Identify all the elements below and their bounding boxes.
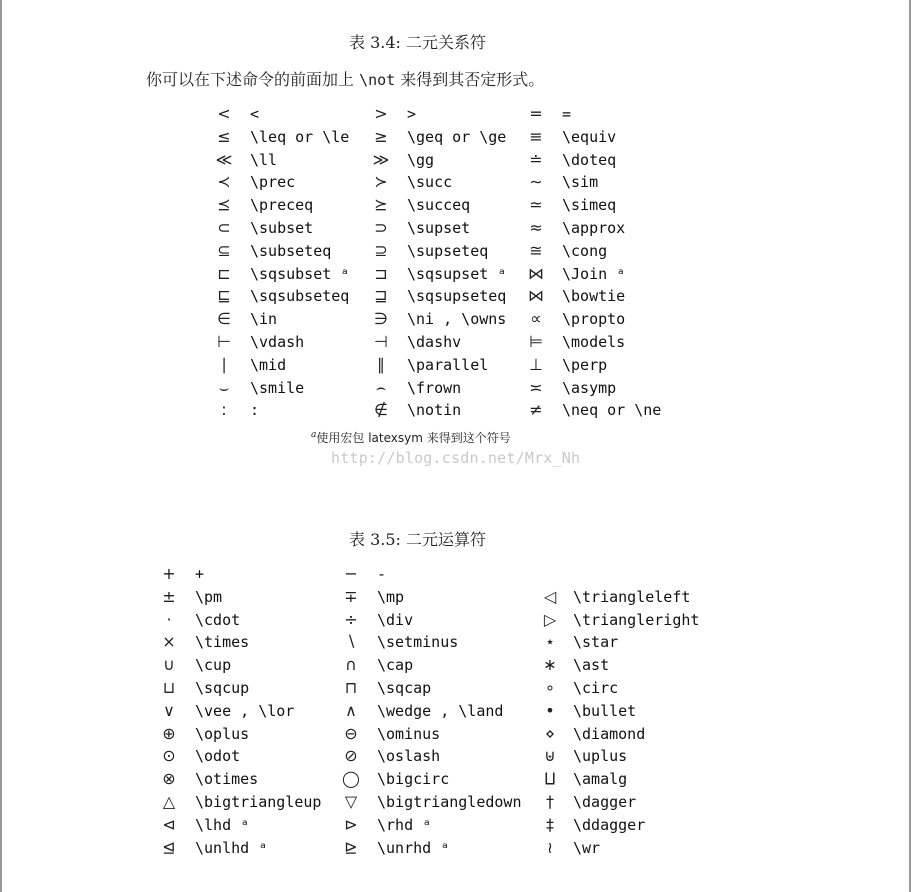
symbol-glyph: ⌢ [375, 377, 387, 397]
latex-command: \circ [573, 678, 619, 697]
symbol-glyph: ⊂ [217, 217, 231, 237]
latex-command: \setminus [377, 633, 459, 652]
latex-command: \propto [562, 310, 626, 329]
latex-command: \preceq [250, 196, 314, 215]
symbol-glyph: ∖ [345, 632, 357, 652]
intro-not-command: \not [359, 71, 396, 89]
latex-command: \subseteq [250, 241, 332, 260]
symbol-glyph: ∘ [544, 677, 555, 697]
table-3-5-caption: 表 3.5: 二元运算符 [349, 530, 487, 549]
latex-command: \div [377, 610, 414, 629]
latex-command: \cdot [195, 610, 241, 629]
intro-paragraph [146, 67, 544, 90]
latex-command: \leq or \le [250, 127, 350, 146]
latex-command: \dashv [407, 332, 462, 351]
latex-command: \times [195, 633, 250, 652]
symbol-glyph: ± [162, 586, 176, 606]
latex-command: \supseteq [407, 241, 489, 260]
symbol-glyph: ∩ [345, 655, 357, 675]
symbol-glyph: ⋆ [544, 632, 555, 652]
symbol-glyph: ▽ [344, 791, 358, 811]
symbol-glyph: △ [162, 791, 176, 811]
latex-command: \star [573, 633, 619, 652]
symbol-glyph: ≠ [529, 400, 543, 420]
symbol-glyph: = [529, 104, 543, 123]
latex-command: \unrhd ᵃ [377, 838, 450, 857]
latex-command: \sqcap [377, 678, 432, 697]
symbol-glyph: ∥ [377, 354, 385, 374]
symbol-glyph: ∝ [530, 309, 542, 329]
latex-command: : [250, 401, 260, 420]
latex-command: \bigcirc [377, 770, 450, 789]
symbol-glyph: ▷ [543, 609, 557, 629]
latex-command: \dagger [573, 792, 637, 811]
symbol-glyph: ⊑ [217, 286, 231, 306]
symbol-glyph: ⊣ [374, 331, 388, 351]
symbol-glyph: ⊵ [344, 837, 358, 857]
latex-command: \notin [407, 401, 462, 420]
symbol-glyph: ⋈ [528, 263, 544, 283]
intro-text-before: 你可以在下述命令的前面加上 [146, 70, 360, 89]
latex-command: \succ [407, 173, 453, 192]
latex-command: \approx [562, 218, 626, 237]
latex-command: \ominus [377, 724, 441, 743]
symbol-glyph: > [374, 104, 388, 123]
symbol-glyph: ≻ [374, 172, 388, 192]
symbol-glyph: ⊆ [217, 240, 231, 260]
symbol-glyph: ⊥ [529, 354, 543, 374]
symbol-glyph: · [166, 609, 172, 629]
symbol-glyph: ⊖ [344, 723, 358, 743]
symbol-glyph: ⊗ [162, 769, 176, 789]
latex-command: \gg [407, 150, 435, 169]
symbol-glyph: ⊔ [162, 677, 176, 697]
latex-command: \sqsubseteq [250, 287, 350, 306]
latex-command: \doteq [562, 150, 617, 169]
symbol-glyph: ∈ [217, 309, 231, 329]
latex-command: \sim [562, 173, 599, 192]
latex-command: \wr [573, 838, 601, 857]
latex-command: + [195, 565, 205, 583]
latex-command: \ni , \owns [407, 310, 507, 329]
symbol-glyph: ⊎ [544, 746, 556, 766]
symbol-glyph: ⊃ [374, 217, 388, 237]
latex-command: \in [250, 310, 278, 329]
symbol-glyph: ⨿ [544, 769, 556, 789]
symbol-glyph: + [162, 564, 176, 583]
latex-command: \ast [573, 656, 610, 675]
symbol-glyph: ∨ [163, 700, 175, 720]
symbol-glyph: ∣ [220, 354, 228, 374]
latex-command: \perp [562, 355, 608, 374]
symbol-glyph: ∧ [345, 700, 357, 720]
symbol-glyph: ≡ [529, 126, 543, 146]
latex-command: \smile [250, 378, 305, 397]
symbol-glyph: ∓ [344, 586, 358, 606]
symbol-glyph: † [546, 791, 554, 811]
latex-command: \triangleleft [573, 587, 691, 606]
latex-command: - [377, 565, 387, 583]
latex-command: \cap [377, 656, 414, 675]
latex-command: \diamond [573, 724, 646, 743]
latex-command: \models [562, 332, 626, 351]
latex-command: \bullet [573, 701, 637, 720]
latex-command: \sqsupset ᵃ [407, 264, 507, 283]
symbol-glyph: ⊢ [217, 331, 231, 351]
symbol-glyph: ≃ [529, 195, 543, 215]
latex-command: \sqsupseteq [407, 287, 507, 306]
latex-command: \odot [195, 747, 241, 766]
symbol-glyph: ≐ [529, 149, 543, 169]
symbol-glyph: ⪯ [217, 195, 231, 215]
latex-command: \oslash [377, 747, 441, 766]
symbol-glyph: ∗ [543, 655, 557, 675]
symbol-glyph: ⋄ [544, 723, 555, 743]
latex-command: \otimes [195, 770, 259, 789]
symbol-glyph: ⊙ [162, 746, 176, 766]
latex-command: \wedge , \land [377, 701, 504, 720]
latex-command: \sqsubset ᵃ [250, 264, 350, 283]
latex-command: \lhd ᵃ [195, 815, 250, 834]
page-left-border [0, 0, 2, 892]
latex-command: \oplus [195, 724, 250, 743]
symbol-glyph: ÷ [344, 609, 358, 629]
latex-command: \parallel [407, 355, 489, 374]
latex-command: \cup [195, 656, 232, 675]
latex-command: \bigtriangleup [195, 792, 322, 811]
symbol-glyph: ⊳ [344, 814, 358, 834]
symbol-glyph: ⊒ [374, 286, 388, 306]
latex-command: \amalg [573, 770, 628, 789]
latex-command: \frown [407, 378, 462, 397]
latex-command: \mp [377, 587, 405, 606]
symbol-glyph: • [545, 700, 555, 720]
symbol-glyph: ∋ [374, 309, 388, 329]
symbol-glyph: ⊨ [529, 331, 543, 351]
latex-command: \neq or \ne [562, 401, 662, 420]
footnote-mark: a [311, 430, 317, 440]
latex-command: \pm [195, 587, 223, 606]
symbol-glyph: ≈ [529, 217, 543, 237]
latex-command: \vdash [250, 332, 305, 351]
symbol-glyph: ≅ [529, 240, 543, 260]
latex-command: \ll [250, 150, 278, 169]
symbol-glyph: ⊇ [374, 240, 388, 260]
symbol-glyph: ≫ [372, 149, 390, 169]
latex-command: \unlhd ᵃ [195, 838, 268, 857]
symbol-glyph: ⊐ [374, 263, 388, 283]
symbol-glyph: ∉ [374, 400, 388, 420]
symbol-glyph: ⊲ [162, 814, 176, 834]
latex-command: < [250, 105, 260, 123]
symbol-glyph: × [162, 632, 176, 652]
footnote-text: 使用宏包 latexsym 来得到这个符号 [316, 431, 511, 445]
symbol-glyph: ⊴ [162, 837, 176, 857]
latex-command: \ddagger [573, 815, 646, 834]
latex-command: \asymp [562, 378, 617, 397]
watermark-url: http://blog.csdn.net/Mrx_Nh [331, 449, 581, 467]
symbol-glyph: ≥ [374, 126, 388, 146]
symbol-glyph: ⊓ [344, 677, 358, 697]
symbol-glyph: ⊕ [162, 723, 176, 743]
footnote [311, 429, 511, 446]
latex-command: \cong [562, 241, 608, 260]
symbol-glyph: ⋈ [528, 286, 544, 306]
latex-command: \mid [250, 355, 287, 374]
symbol-glyph: ◁ [543, 586, 557, 606]
symbol-glyph: : [221, 400, 227, 420]
latex-command: \uplus [573, 747, 628, 766]
latex-command: \rhd ᵃ [377, 815, 432, 834]
latex-command: \supset [407, 218, 471, 237]
table-3-4-caption: 表 3.4: 二元关系符 [349, 33, 487, 52]
symbol-glyph: ⪰ [374, 195, 388, 215]
intro-text-after: 来得到其否定形式。 [395, 70, 545, 89]
latex-command: \geq or \ge [407, 127, 507, 146]
symbol-glyph: ≪ [215, 149, 233, 169]
latex-command: \bigtriangledown [377, 792, 522, 811]
latex-command: \Join ᵃ [562, 264, 626, 283]
symbol-glyph: ⌣ [218, 377, 230, 397]
latex-command: \equiv [562, 127, 617, 146]
symbol-glyph: ∪ [163, 655, 175, 675]
latex-command: \subset [250, 218, 314, 237]
symbol-glyph: < [217, 104, 231, 123]
latex-command: \triangleright [573, 610, 700, 629]
symbol-glyph: − [344, 564, 358, 583]
symbol-glyph: ◯ [342, 769, 360, 789]
latex-command: \simeq [562, 196, 617, 215]
symbol-glyph: ⊘ [344, 746, 358, 766]
symbol-glyph: ‡ [546, 814, 554, 834]
symbol-glyph: ≤ [217, 126, 231, 146]
latex-command: \sqcup [195, 678, 250, 697]
latex-command: \bowtie [562, 287, 626, 306]
latex-command: = [562, 105, 572, 123]
symbol-glyph: ⊏ [217, 263, 231, 283]
latex-command: \prec [250, 173, 296, 192]
latex-command: \succeq [407, 196, 471, 215]
symbol-glyph: ≍ [529, 377, 543, 397]
latex-command: \vee , \lor [195, 701, 295, 720]
symbol-glyph: ∼ [529, 172, 543, 192]
symbol-glyph: ≀ [547, 837, 553, 857]
symbol-glyph: ≺ [217, 172, 231, 192]
latex-command: > [407, 105, 417, 123]
